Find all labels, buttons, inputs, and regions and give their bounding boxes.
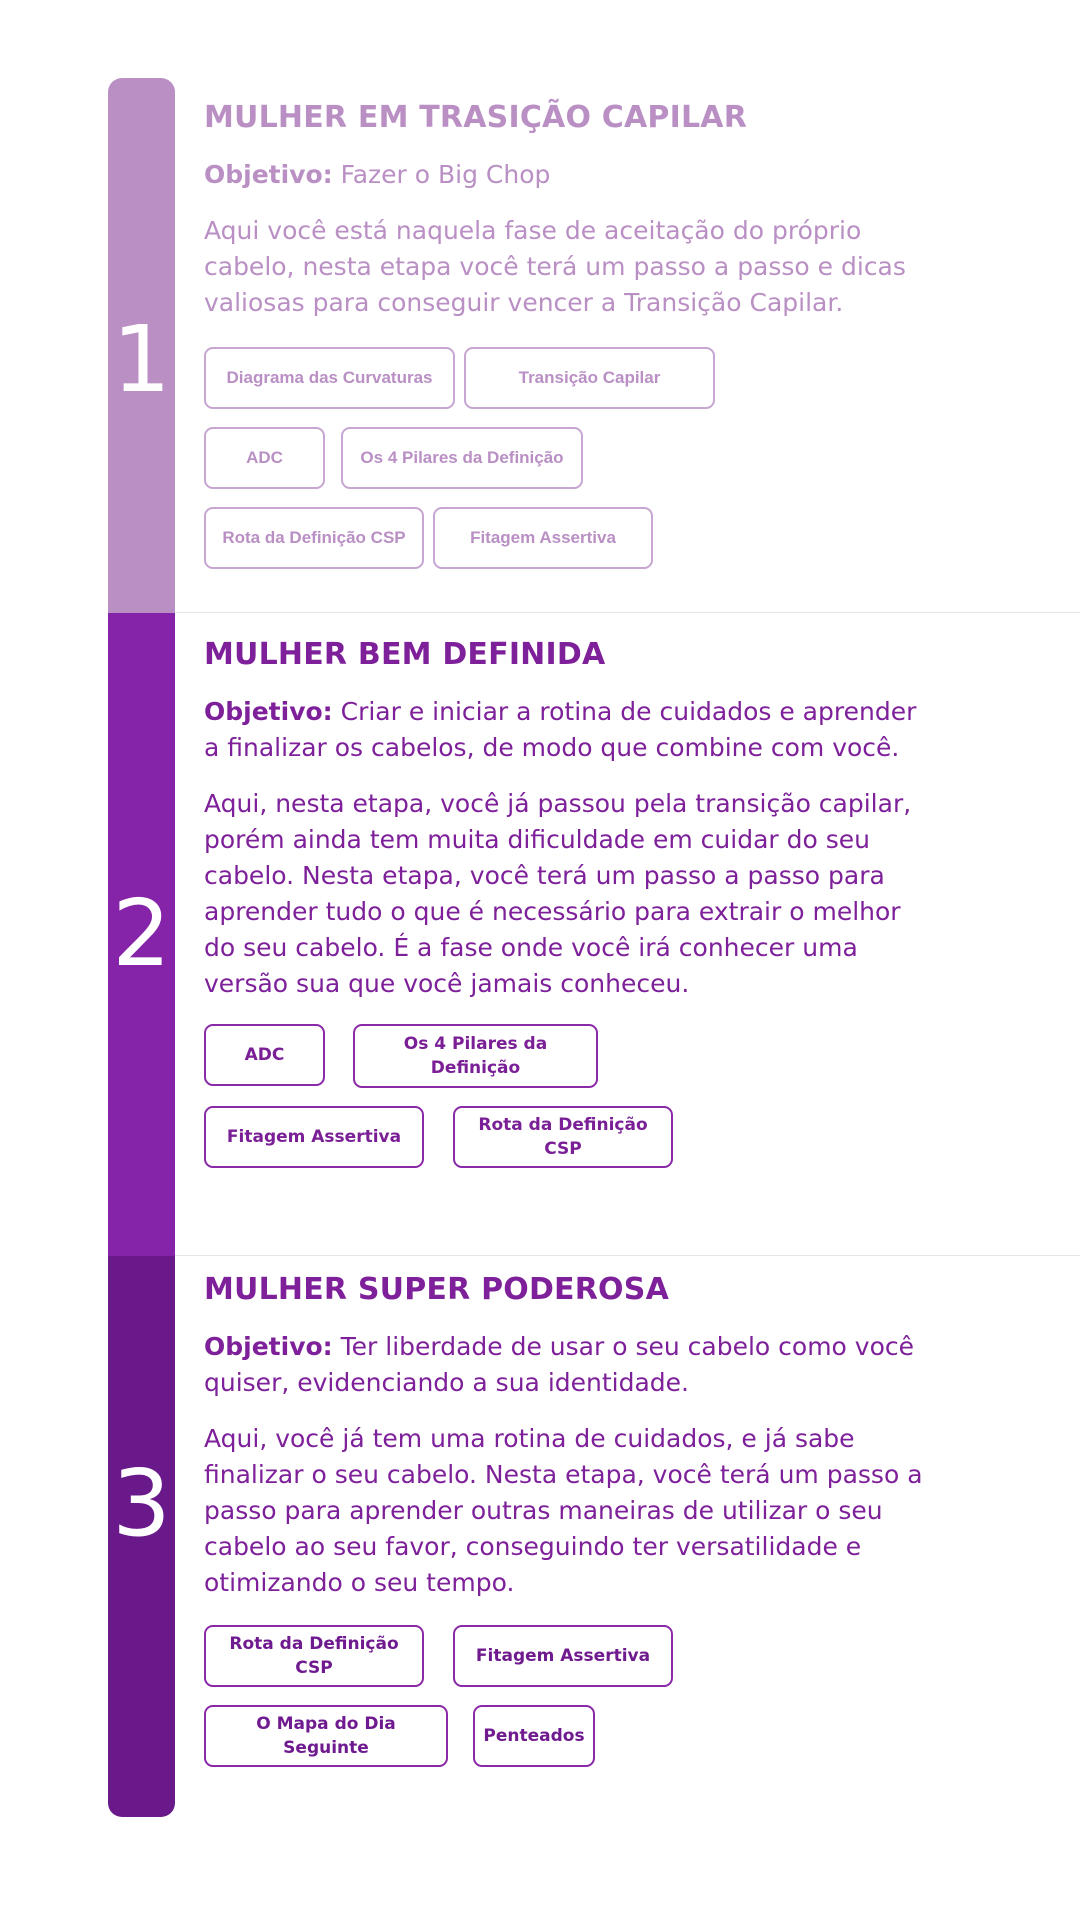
- chip-mapa-dia-seguinte[interactable]: O Mapa do Dia Seguinte: [204, 1705, 448, 1767]
- stage-2-description: Aqui, nesta etapa, você já passou pela transição capilar, porém ainda tem muita dificuldade em cuidar do seu cabelo. Nesta etapa, você terá um passo a passo para aprender tudo o que é necessário para extrair o melhor do seu cabelo. É a fase onde você irá conhecer uma versão sua que você jamais conheceu.: [204, 789, 912, 998]
- chip-rota-definicao-csp[interactable]: Rota da Definição CSP: [204, 1625, 424, 1687]
- stage-1-number: 1: [112, 306, 171, 413]
- stage-2-chips: [204, 1024, 934, 1168]
- stage-1-content: [204, 98, 934, 587]
- chip-rota-definicao-csp[interactable]: Rota da Definição CSP: [453, 1106, 673, 1168]
- stage-1: [108, 78, 1080, 613]
- chip-diagrama-das-curvaturas[interactable]: Diagrama das Curvaturas: [204, 347, 455, 409]
- stage-3-chip-row: [204, 1705, 934, 1767]
- chip-fitagem-assertiva[interactable]: Fitagem Assertiva: [204, 1106, 424, 1168]
- stage-1-chip-row: [204, 507, 934, 569]
- stage-3-description: Aqui, você já tem uma rotina de cuidados, e já sabe finalizar o seu cabelo. Nesta etapa, você terá um passo a passo para aprender outras maneiras de utilizar o seu cabelo ao seu favor, conseguindo ter versatilidade e otimizando o seu tempo.: [204, 1424, 923, 1597]
- stage-3-objective-text: Ter liberdade de usar o seu cabelo como você quiser, evidenciando a sua identidade.: [204, 1332, 915, 1397]
- stage-2-content: [204, 635, 934, 1186]
- chip-adc[interactable]: ADC: [204, 1024, 325, 1086]
- stage-2-chip-row: [204, 1024, 934, 1088]
- chip-adc[interactable]: ADC: [204, 427, 325, 489]
- stage-3-number: 3: [112, 1450, 171, 1557]
- stage-1-chips: [204, 347, 934, 569]
- stage-1-objective: [204, 157, 934, 193]
- stage-1-objective-text: Fazer o Big Chop: [332, 160, 551, 189]
- chip-4-pilares[interactable]: Os 4 Pilares da Definição: [353, 1024, 598, 1088]
- chip-fitagem-assertiva[interactable]: Fitagem Assertiva: [433, 507, 653, 569]
- stage-2-title: MULHER BEM DEFINIDA: [204, 637, 606, 672]
- stage-3-chip-row: [204, 1625, 934, 1687]
- stage-3-content: [204, 1270, 934, 1785]
- stage-2: [108, 613, 1080, 1256]
- stage-1-chip-row: [204, 427, 934, 489]
- chip-transicao-capilar[interactable]: Transição Capilar: [464, 347, 715, 409]
- stage-3-title: MULHER SUPER PODEROSA: [204, 1272, 669, 1307]
- stage-3-objective-label: Objetivo:: [204, 1332, 333, 1361]
- stage-1-chip-row: [204, 347, 934, 409]
- stage-1-title: MULHER EM TRASIÇÃO CAPILAR: [204, 100, 748, 135]
- stage-1-objective-label: Objetivo:: [204, 160, 333, 189]
- stage-3-chips: [204, 1625, 934, 1767]
- chip-penteados[interactable]: Penteados: [473, 1705, 595, 1767]
- stage-2-objective-text: Criar e iniciar a rotina de cuidados e aprender a finalizar os cabelos, de modo que combine com você.: [204, 697, 917, 762]
- chip-rota-definicao-csp[interactable]: Rota da Definição CSP: [204, 507, 424, 569]
- stage-3-objective: [204, 1329, 934, 1401]
- chip-fitagem-assertiva[interactable]: Fitagem Assertiva: [453, 1625, 673, 1687]
- stage-2-chip-row: [204, 1106, 934, 1168]
- stage-3: [108, 1256, 1080, 1817]
- stage-1-description: Aqui você está naquela fase de aceitação do próprio cabelo, nesta etapa você terá um passo a passo e dicas valiosas para conseguir vencer a Transição Capilar.: [204, 216, 906, 317]
- stage-2-objective-label: Objetivo:: [204, 697, 333, 726]
- chip-4-pilares[interactable]: Os 4 Pilares da Definição: [341, 427, 583, 489]
- stage-2-objective: [204, 694, 934, 766]
- stage-2-number: 2: [112, 880, 171, 987]
